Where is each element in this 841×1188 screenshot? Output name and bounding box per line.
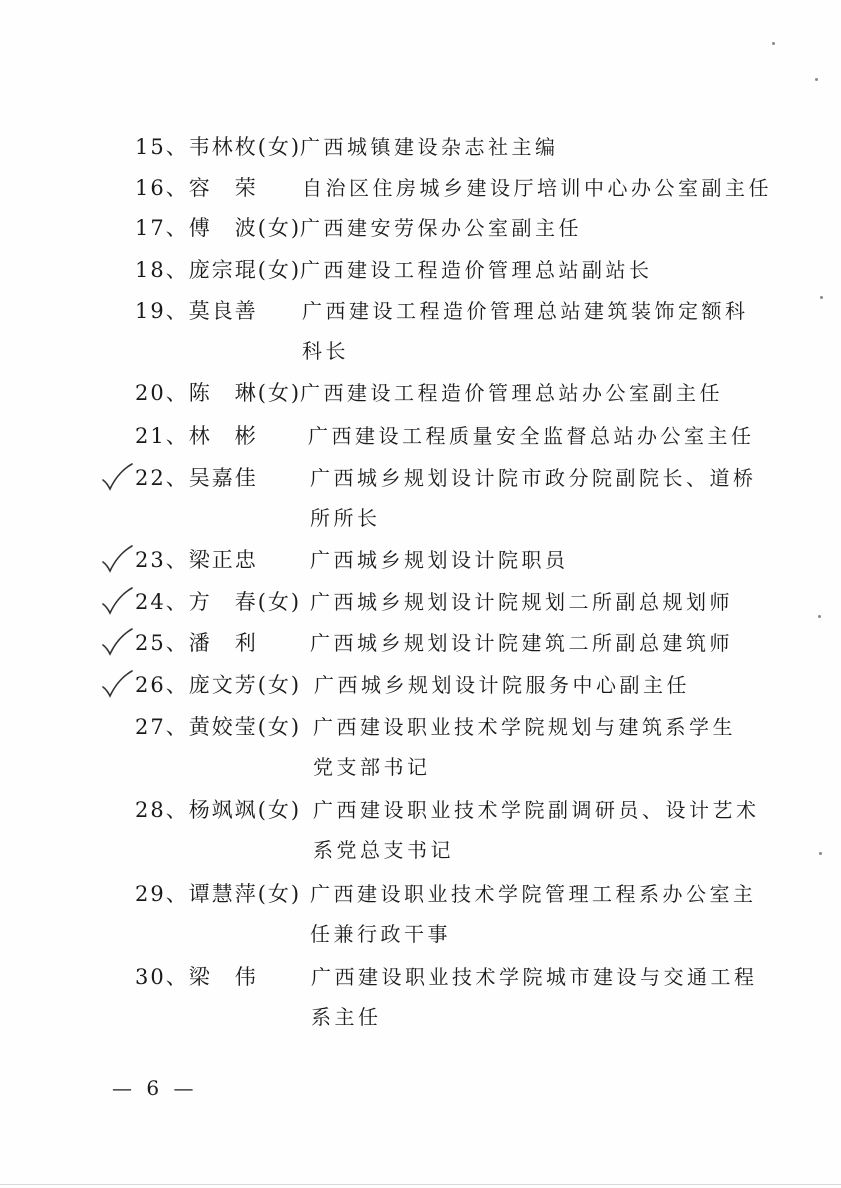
scan-speck: [815, 78, 818, 81]
entry-role: 广西建设工程造价管理总站办公室副主任: [300, 381, 723, 405]
entry-role: 自治区住房城乡建设厅培训中心办公室副主任: [302, 176, 772, 200]
entry-name: 24、方 春(女): [135, 590, 302, 614]
scan-speck: [820, 296, 823, 299]
entry-name: 16、容 荣: [135, 176, 258, 200]
entry-role-continued: 所所长: [310, 506, 381, 530]
entry-name: 23、梁正忠: [135, 548, 258, 572]
checkmark-icon: [100, 544, 134, 574]
entry-role-continued: 党支部书记: [313, 755, 431, 779]
scan-speck: [772, 42, 775, 45]
entry-role: 广西建设职业技术学院管理工程系办公室主: [310, 882, 757, 906]
scan-speck: [819, 852, 822, 855]
entry-role: 广西建设职业技术学院城市建设与交通工程: [311, 965, 758, 989]
entry-role: 广西建设工程造价管理总站副站长: [300, 258, 653, 282]
entry-role: 广西建安劳保办公室副主任: [300, 216, 582, 240]
entry-name: 26、庞文芳(女): [135, 673, 302, 697]
entry-role-continued: 系主任: [311, 1005, 382, 1029]
entry-name: 30、梁 伟: [135, 965, 258, 989]
entry-role: 广西城镇建设杂志社主编: [300, 135, 559, 159]
entry-name: 19、莫良善: [135, 299, 258, 323]
entry-role: 广西城乡规划设计院职员: [310, 548, 569, 572]
checkmark-icon: [100, 586, 134, 616]
entry-role: 广西建设工程质量安全监督总站办公室主任: [308, 424, 755, 448]
entry-name: 17、傅 波(女): [135, 216, 302, 240]
entry-role: 广西建设职业技术学院规划与建筑系学生: [313, 715, 736, 739]
checkmark-icon: [100, 669, 134, 699]
entry-role-continued: 任兼行政干事: [310, 922, 451, 946]
entry-role: 广西建设职业技术学院副调研员、设计艺术: [313, 798, 760, 822]
entry-name: 21、林 彬: [135, 424, 258, 448]
entry-role: 广西建设工程造价管理总站建筑装饰定额科: [302, 299, 749, 323]
entry-name: 28、杨飒飒(女): [135, 798, 302, 822]
scan-speck: [818, 615, 821, 618]
entry-name: 20、陈 琳(女): [135, 381, 302, 405]
checkmark-icon: [100, 462, 134, 492]
page-number: — 6 —: [112, 1076, 198, 1100]
entry-role-continued: 科长: [302, 339, 349, 363]
entry-name: 29、谭慧萍(女): [135, 882, 302, 906]
checkmark-icon: [100, 627, 134, 657]
entry-role-continued: 系党总支书记: [313, 838, 454, 862]
entry-role: 广西城乡规划设计院服务中心副主任: [314, 673, 690, 697]
entry-role: 广西城乡规划设计院规划二所副总规划师: [310, 590, 733, 614]
page-edge: [0, 1184, 841, 1185]
entry-name: 27、黄姣莹(女): [135, 715, 302, 739]
entry-name: 22、吴嘉佳: [135, 466, 258, 490]
entry-name: 25、潘 利: [135, 631, 258, 655]
entry-name: 18、庞宗琨(女): [135, 258, 302, 282]
entry-role: 广西城乡规划设计院市政分院副院长、道桥: [310, 466, 757, 490]
entry-name: 15、韦林枚(女): [135, 135, 302, 159]
entry-role: 广西城乡规划设计院建筑二所副总建筑师: [310, 631, 733, 655]
